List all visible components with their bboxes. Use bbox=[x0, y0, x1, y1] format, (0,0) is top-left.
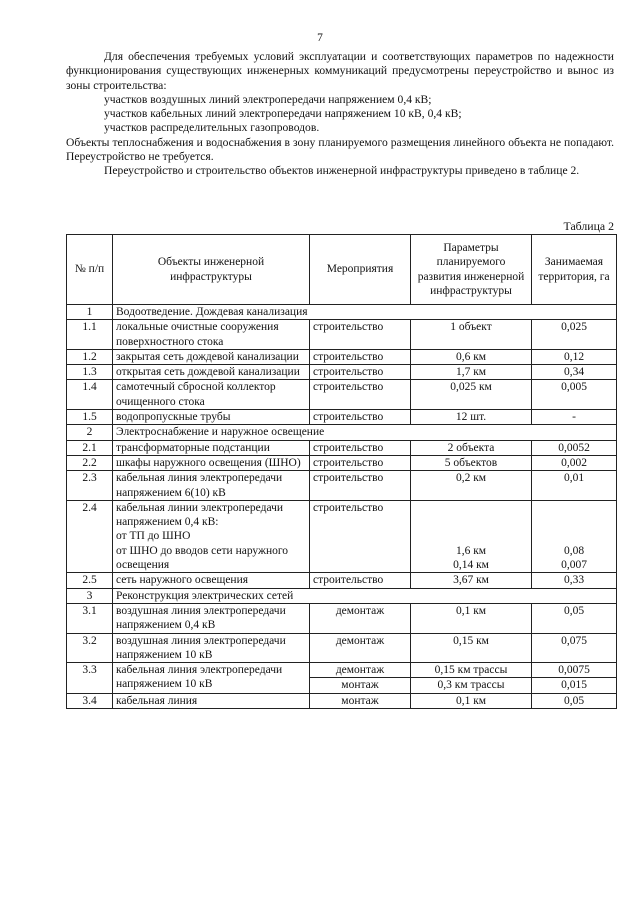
row-object-main: кабельная линии электропередачи напряжением 0,4 кВ: bbox=[116, 501, 284, 529]
row-area: 0,075 bbox=[532, 633, 617, 663]
section-num: 1 bbox=[67, 305, 113, 320]
table-header-row bbox=[67, 235, 617, 305]
row-object: кабельная линия электропередачи напряжением 6(10) кВ bbox=[113, 471, 310, 501]
section-num: 3 bbox=[67, 588, 113, 603]
row-num: 2.3 bbox=[67, 471, 113, 501]
paragraph-intro: Для обеспечения требуемых условий эксплуатации и соответствующих параметров по надежности функционирования существующих инженерных коммуникаций предусмотрены переустройство и вынос из зоны строительства: bbox=[66, 50, 614, 92]
section-title: Реконструкция электрических сетей bbox=[113, 588, 617, 603]
row-num: 2.1 bbox=[67, 440, 113, 455]
row-params: 0,1 км bbox=[411, 603, 532, 633]
section-title: Водоотведение. Дождевая канализация bbox=[113, 305, 617, 320]
row-object: трансформаторные подстанции bbox=[113, 440, 310, 455]
row-params bbox=[411, 663, 532, 694]
row-params-sub: 1,6 км bbox=[455, 544, 487, 557]
table-row bbox=[67, 663, 617, 694]
row-object: закрытая сеть дождевой канализации bbox=[113, 349, 310, 364]
paragraph-heat-water: Объекты теплоснабжения и водоснабжения в зону планируемого размещения линейного объекта не попадают. Переустройство не требуется. bbox=[66, 135, 614, 164]
row-object: кабельная линия электропередачи напряжением 10 кВ bbox=[113, 663, 310, 694]
row-num: 3.3 bbox=[67, 663, 113, 694]
infrastructure-table bbox=[66, 234, 617, 709]
row-action-sub: монтаж bbox=[341, 679, 379, 692]
row-params-sub: 0,15 км трассы bbox=[411, 663, 531, 678]
row-action: монтаж bbox=[310, 693, 411, 708]
table-row bbox=[67, 365, 617, 380]
row-area bbox=[532, 500, 617, 572]
row-params bbox=[411, 500, 532, 572]
row-area: 0,12 bbox=[532, 349, 617, 364]
row-area: 0,05 bbox=[532, 693, 617, 708]
row-params-sub: 0,3 км трассы bbox=[437, 679, 505, 692]
table-row bbox=[67, 455, 617, 470]
row-action: строительство bbox=[310, 320, 411, 350]
section-row bbox=[67, 425, 617, 440]
table-row bbox=[67, 410, 617, 425]
table-row bbox=[67, 573, 617, 588]
row-action: строительство bbox=[310, 349, 411, 364]
header-action: Мероприятия bbox=[310, 235, 411, 305]
row-params: 1,7 км bbox=[411, 365, 532, 380]
row-params: 12 шт. bbox=[411, 410, 532, 425]
row-area: 0,025 bbox=[532, 320, 617, 350]
table-row bbox=[67, 320, 617, 350]
row-action-sub: демонтаж bbox=[310, 663, 410, 678]
list-item: участков воздушных линий электропередачи напряжением 0,4 кВ; bbox=[104, 92, 432, 106]
row-action: строительство bbox=[310, 380, 411, 410]
list-item: участков кабельных линий электропередачи напряжением 10 кВ, 0,4 кВ; bbox=[104, 107, 462, 121]
row-action: строительство bbox=[310, 573, 411, 588]
row-object bbox=[113, 500, 310, 572]
list-item: участков распределительных газопроводов. bbox=[104, 121, 320, 135]
row-params: 0,025 км bbox=[411, 380, 532, 410]
row-num: 3.1 bbox=[67, 603, 113, 633]
row-action: строительство bbox=[310, 440, 411, 455]
row-action: строительство bbox=[310, 365, 411, 380]
row-params: 0,15 км bbox=[411, 633, 532, 663]
row-object: воздушная линия электропередачи напряжением 0,4 кВ bbox=[113, 603, 310, 633]
row-params: 3,67 км bbox=[411, 573, 532, 588]
table-row bbox=[67, 471, 617, 501]
row-action: строительство bbox=[310, 455, 411, 470]
section-row bbox=[67, 588, 617, 603]
row-num: 2.2 bbox=[67, 455, 113, 470]
table-row bbox=[67, 603, 617, 633]
row-action: демонтаж bbox=[310, 603, 411, 633]
row-action: строительство bbox=[310, 500, 411, 572]
row-object-sub: от ТП до ШНО bbox=[116, 530, 191, 543]
header-object: Объекты инженерной инфраструктуры bbox=[113, 235, 310, 305]
section-title: Электроснабжение и наружное освещение bbox=[113, 425, 617, 440]
row-object: шкафы наружного освещения (ШНО) bbox=[113, 455, 310, 470]
row-params: 0,1 км bbox=[411, 693, 532, 708]
row-num: 1.1 bbox=[67, 320, 113, 350]
paragraph-table-ref: Переустройство и строительство объектов инженерной инфраструктуры приведено в таблице 2. bbox=[104, 164, 580, 178]
row-action bbox=[310, 663, 411, 694]
row-area-sub: 0,007 bbox=[561, 559, 587, 572]
row-object: самотечный сбросной коллектор очищенного стока bbox=[113, 380, 310, 410]
row-params: 0,2 км bbox=[411, 471, 532, 501]
row-num: 2.4 bbox=[67, 500, 113, 572]
row-num: 1.4 bbox=[67, 380, 113, 410]
row-num: 2.5 bbox=[67, 573, 113, 588]
row-num: 1.2 bbox=[67, 349, 113, 364]
body-text bbox=[66, 50, 614, 179]
row-area: 0,34 bbox=[532, 365, 617, 380]
row-num: 1.3 bbox=[67, 365, 113, 380]
table-row bbox=[67, 693, 617, 708]
row-num: 3.4 bbox=[67, 693, 113, 708]
row-area bbox=[532, 663, 617, 694]
row-params: 2 объекта bbox=[411, 440, 532, 455]
row-object-sub: от ШНО до вводов сети наружного освещения bbox=[116, 544, 289, 572]
row-params-sub: 0,14 км bbox=[453, 559, 489, 572]
row-object: водопропускные трубы bbox=[113, 410, 310, 425]
header-params: Параметры планируемого развития инженерной инфраструктуры bbox=[411, 235, 532, 305]
table-row bbox=[67, 380, 617, 410]
row-object: открытая сеть дождевой канализации bbox=[113, 365, 310, 380]
row-area: - bbox=[532, 410, 617, 425]
row-params: 0,6 км bbox=[411, 349, 532, 364]
row-num: 1.5 bbox=[67, 410, 113, 425]
row-area: 0,33 bbox=[532, 573, 617, 588]
row-area-sub: 0,08 bbox=[563, 544, 585, 557]
header-area: Занимаемая территория, га bbox=[532, 235, 617, 305]
table-row bbox=[67, 349, 617, 364]
section-row bbox=[67, 305, 617, 320]
table-row bbox=[67, 440, 617, 455]
table-caption: Таблица 2 bbox=[563, 219, 614, 233]
page-number: 7 bbox=[317, 32, 323, 44]
row-action: строительство bbox=[310, 410, 411, 425]
row-object: сеть наружного освещения bbox=[113, 573, 310, 588]
header-num: № п/п bbox=[67, 235, 113, 305]
row-object: локальные очистные сооружения поверхностного стока bbox=[113, 320, 310, 350]
row-area: 0,002 bbox=[532, 455, 617, 470]
row-object: воздушная линия электропередачи напряжением 10 кВ bbox=[113, 633, 310, 663]
row-action: строительство bbox=[310, 471, 411, 501]
row-action: демонтаж bbox=[310, 633, 411, 663]
row-area: 0,01 bbox=[532, 471, 617, 501]
row-object: кабельная линия bbox=[113, 693, 310, 708]
row-area-sub: 0,0075 bbox=[532, 663, 616, 678]
table-row bbox=[67, 500, 617, 572]
row-area: 0,005 bbox=[532, 380, 617, 410]
row-params: 1 объект bbox=[411, 320, 532, 350]
row-area-sub: 0,015 bbox=[561, 679, 587, 692]
row-params: 5 объектов bbox=[411, 455, 532, 470]
row-area: 0,05 bbox=[532, 603, 617, 633]
table-row bbox=[67, 633, 617, 663]
section-num: 2 bbox=[67, 425, 113, 440]
row-area: 0,0052 bbox=[532, 440, 617, 455]
row-num: 3.2 bbox=[67, 633, 113, 663]
